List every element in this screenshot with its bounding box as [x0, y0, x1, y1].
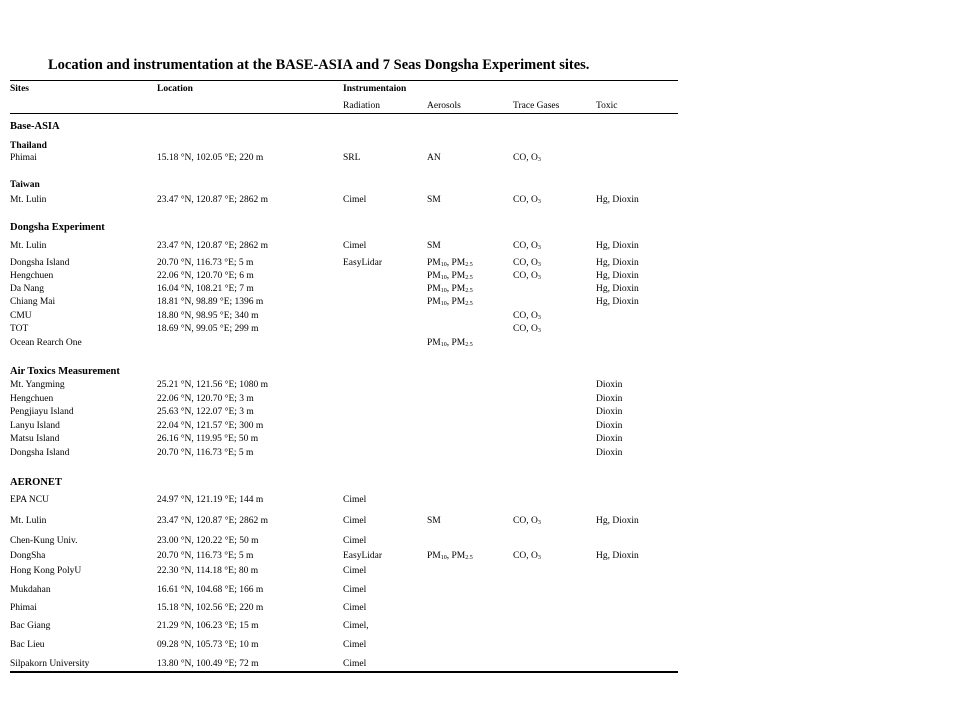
row-trace-gases [513, 551, 541, 564]
row-site: Hengchuen [10, 394, 54, 404]
row-site: Mt. Lulin [10, 516, 47, 526]
row-site: DongSha [10, 551, 46, 561]
aerosol-text: , PM [446, 284, 466, 294]
row-location: 18.69 °N, 99.05 °E; 299 m [157, 324, 259, 334]
row-location: 25.63 °N, 122.07 °E; 3 m [157, 407, 254, 417]
section-dongsha-experiment: Dongsha Experiment [10, 222, 105, 233]
row-toxic: Hg, Dioxin [596, 551, 639, 561]
row-location: 23.47 °N, 120.87 °E; 2862 m [157, 241, 269, 251]
row-site: Matsu Island [10, 434, 60, 444]
aerosol-subscript: 2.5 [465, 262, 473, 268]
row-radiation: EasyLidar [343, 551, 383, 561]
row-location: 22.06 °N, 120.70 °E; 6 m [157, 271, 254, 281]
row-site: Mt. Lulin [10, 195, 47, 205]
row-location: 16.61 °N, 104.68 °E; 166 m [157, 585, 264, 595]
row-trace-gases [513, 516, 541, 529]
aerosol-subscript: 10 [440, 555, 447, 561]
row-location: 22.04 °N, 121.57 °E; 300 m [157, 421, 264, 431]
row-location: 18.81 °N, 98.89 °E; 1396 m [157, 297, 264, 307]
aerosol-subscript: 2.5 [465, 342, 473, 348]
row-site: Ocean Rearch One [10, 338, 82, 348]
row-aerosols [427, 516, 441, 527]
row-radiation: Cimel [343, 585, 367, 595]
row-aerosols [427, 297, 473, 310]
row-trace-gases [513, 153, 541, 166]
trace-gas-text: CO, O [513, 258, 538, 268]
row-site: Da Nang [10, 284, 45, 294]
row-radiation: Cimel [343, 566, 367, 576]
row-radiation: Cimel [343, 659, 367, 669]
trace-gas-text: CO, O [513, 241, 538, 251]
row-toxic: Dioxin [596, 434, 623, 444]
aerosol-text: SM [427, 516, 441, 526]
header-sites: Sites [10, 84, 29, 94]
trace-gas-text: CO, O [513, 324, 538, 334]
row-site: Mt. Yangming [10, 380, 65, 390]
row-site: Bac Giang [10, 621, 51, 631]
row-radiation: SRL [343, 153, 361, 163]
row-location: 22.30 °N, 114.18 °E; 80 m [157, 566, 259, 576]
row-toxic: Dioxin [596, 380, 623, 390]
row-toxic: Hg, Dioxin [596, 271, 639, 281]
section-taiwan: Taiwan [10, 180, 40, 190]
aerosol-text: PM [427, 271, 441, 281]
row-aerosols [427, 258, 473, 271]
row-aerosols [427, 551, 473, 564]
row-trace-gases [513, 258, 541, 271]
row-trace-gases [513, 324, 541, 337]
row-radiation: Cimel [343, 516, 367, 526]
header-radiation: Radiation [343, 101, 380, 111]
row-location: 21.29 °N, 106.23 °E; 15 m [157, 621, 259, 631]
row-site: Mukdahan [10, 585, 51, 595]
trace-gas-subscript: 3 [537, 199, 541, 205]
trace-gas-text: CO, O [513, 516, 538, 526]
row-site: Lanyu Island [10, 421, 60, 431]
aerosol-subscript: 10 [440, 275, 447, 281]
section-base-asia: Base-ASIA [10, 121, 60, 132]
row-site: TOT [10, 324, 29, 334]
trace-gas-subscript: 3 [537, 157, 541, 163]
aerosol-text: PM [427, 551, 441, 561]
row-site: Chen-Kung Univ. [10, 536, 78, 546]
aerosol-subscript: 10 [440, 288, 447, 294]
row-toxic: Dioxin [596, 407, 623, 417]
row-site: Silpakorn University [10, 659, 90, 669]
section-air-toxics: Air Toxics Measurement [10, 366, 120, 377]
row-site: Hong Kong PolyU [10, 566, 82, 576]
trace-gas-subscript: 3 [537, 245, 541, 251]
aerosol-subscript: 2.5 [465, 301, 473, 307]
row-location: 23.47 °N, 120.87 °E; 2862 m [157, 195, 269, 205]
row-location: 25.21 °N, 121.56 °E; 1080 m [157, 380, 269, 390]
aerosol-text: SM [427, 195, 441, 205]
aerosol-text: , PM [446, 297, 466, 307]
row-toxic: Hg, Dioxin [596, 258, 639, 268]
row-location: 18.80 °N, 98.95 °E; 340 m [157, 311, 259, 321]
trace-gas-text: CO, O [513, 551, 538, 561]
row-location: 20.70 °N, 116.73 °E; 5 m [157, 258, 254, 268]
aerosol-text: SM [427, 241, 441, 251]
header-toxic: Toxic [596, 101, 618, 111]
row-toxic: Dioxin [596, 421, 623, 431]
row-radiation: Cimel, [343, 621, 369, 631]
row-location: 23.47 °N, 120.87 °E; 2862 m [157, 516, 269, 526]
row-site: EPA NCU [10, 495, 49, 505]
row-location: 23.00 °N, 120.22 °E; 50 m [157, 536, 259, 546]
aerosol-text: PM [427, 284, 441, 294]
aerosol-subscript: 10 [440, 342, 447, 348]
row-site: Mt. Lulin [10, 241, 47, 251]
aerosol-text: PM [427, 258, 441, 268]
table-title: Location and instrumentation at the BASE-ASIA and 7 Seas Dongsha Experiment sites. [48, 57, 590, 73]
row-aerosols [427, 153, 441, 164]
header-aerosols: Aerosols [427, 101, 461, 111]
row-site: Dongsha Island [10, 448, 70, 458]
section-aeronet: AERONET [10, 477, 62, 488]
row-location: 09.28 °N, 105.73 °E; 10 m [157, 640, 259, 650]
row-location: 16.04 °N, 108.21 °E; 7 m [157, 284, 254, 294]
row-toxic: Hg, Dioxin [596, 195, 639, 205]
aerosol-subscript: 10 [440, 301, 447, 307]
header-instrumentation: Instrumentaion [343, 84, 407, 94]
row-trace-gases [513, 271, 541, 284]
row-site: Chiang Mai [10, 297, 56, 307]
row-trace-gases [513, 195, 541, 208]
aerosol-subscript: 2.5 [465, 275, 473, 281]
aerosol-text: PM [427, 338, 441, 348]
row-site: Phimai [10, 603, 37, 613]
row-aerosols [427, 241, 441, 252]
row-site: Dongsha Island [10, 258, 70, 268]
row-radiation: EasyLidar [343, 258, 383, 268]
trace-gas-subscript: 3 [537, 275, 541, 281]
row-location: 26.16 °N, 119.95 °E; 50 m [157, 434, 259, 444]
trace-gas-subscript: 3 [537, 262, 541, 268]
row-location: 20.70 °N, 116.73 °E; 5 m [157, 551, 254, 561]
aerosol-text: , PM [446, 271, 466, 281]
trace-gas-text: CO, O [513, 153, 538, 163]
row-location: 15.18 °N, 102.05 °E; 220 m [157, 153, 264, 163]
row-toxic: Hg, Dioxin [596, 241, 639, 251]
aerosol-text: PM [427, 297, 441, 307]
row-aerosols [427, 195, 441, 206]
row-toxic: Hg, Dioxin [596, 516, 639, 526]
bottom-rule [10, 671, 678, 673]
row-aerosols [427, 271, 473, 284]
row-location: 20.70 °N, 116.73 °E; 5 m [157, 448, 254, 458]
row-toxic: Dioxin [596, 394, 623, 404]
row-site: Bac Lieu [10, 640, 45, 650]
trace-gas-subscript: 3 [537, 315, 541, 321]
row-location: 13.80 °N, 100.49 °E; 72 m [157, 659, 259, 669]
row-site: Hengchuen [10, 271, 54, 281]
header-location: Location [157, 84, 193, 94]
trace-gas-subscript: 3 [537, 328, 541, 334]
aerosol-text: , PM [446, 258, 466, 268]
aerosol-subscript: 2.5 [465, 288, 473, 294]
row-location: 15.18 °N, 102.56 °E; 220 m [157, 603, 264, 613]
row-aerosols [427, 338, 473, 351]
trace-gas-text: CO, O [513, 271, 538, 281]
section-thailand: Thailand [10, 141, 47, 151]
trace-gas-subscript: 3 [537, 555, 541, 561]
top-rule [10, 80, 678, 81]
row-site: CMU [10, 311, 32, 321]
row-radiation: Cimel [343, 495, 367, 505]
row-radiation: Cimel [343, 640, 367, 650]
row-location: 24.97 °N, 121.19 °E; 144 m [157, 495, 264, 505]
row-toxic: Dioxin [596, 448, 623, 458]
row-trace-gases [513, 311, 541, 324]
row-radiation: Cimel [343, 195, 367, 205]
header-rule [10, 113, 678, 114]
row-radiation: Cimel [343, 603, 367, 613]
trace-gas-subscript: 3 [537, 520, 541, 526]
row-radiation: Cimel [343, 241, 367, 251]
row-site: Phimai [10, 153, 37, 163]
trace-gas-text: CO, O [513, 195, 538, 205]
row-trace-gases [513, 241, 541, 254]
aerosol-subscript: 10 [440, 262, 447, 268]
trace-gas-text: CO, O [513, 311, 538, 321]
aerosol-text: AN [427, 153, 441, 163]
header-trace-gases: Trace Gases [513, 101, 560, 111]
row-aerosols [427, 284, 473, 297]
aerosol-text: , PM [446, 551, 466, 561]
row-toxic: Hg, Dioxin [596, 297, 639, 307]
aerosol-subscript: 2.5 [465, 555, 473, 561]
aerosol-text: , PM [446, 338, 466, 348]
row-location: 22.06 °N, 120.70 °E; 3 m [157, 394, 254, 404]
row-site: Pengjiayu Island [10, 407, 74, 417]
row-toxic: Hg, Dioxin [596, 284, 639, 294]
row-radiation: Cimel [343, 536, 367, 546]
